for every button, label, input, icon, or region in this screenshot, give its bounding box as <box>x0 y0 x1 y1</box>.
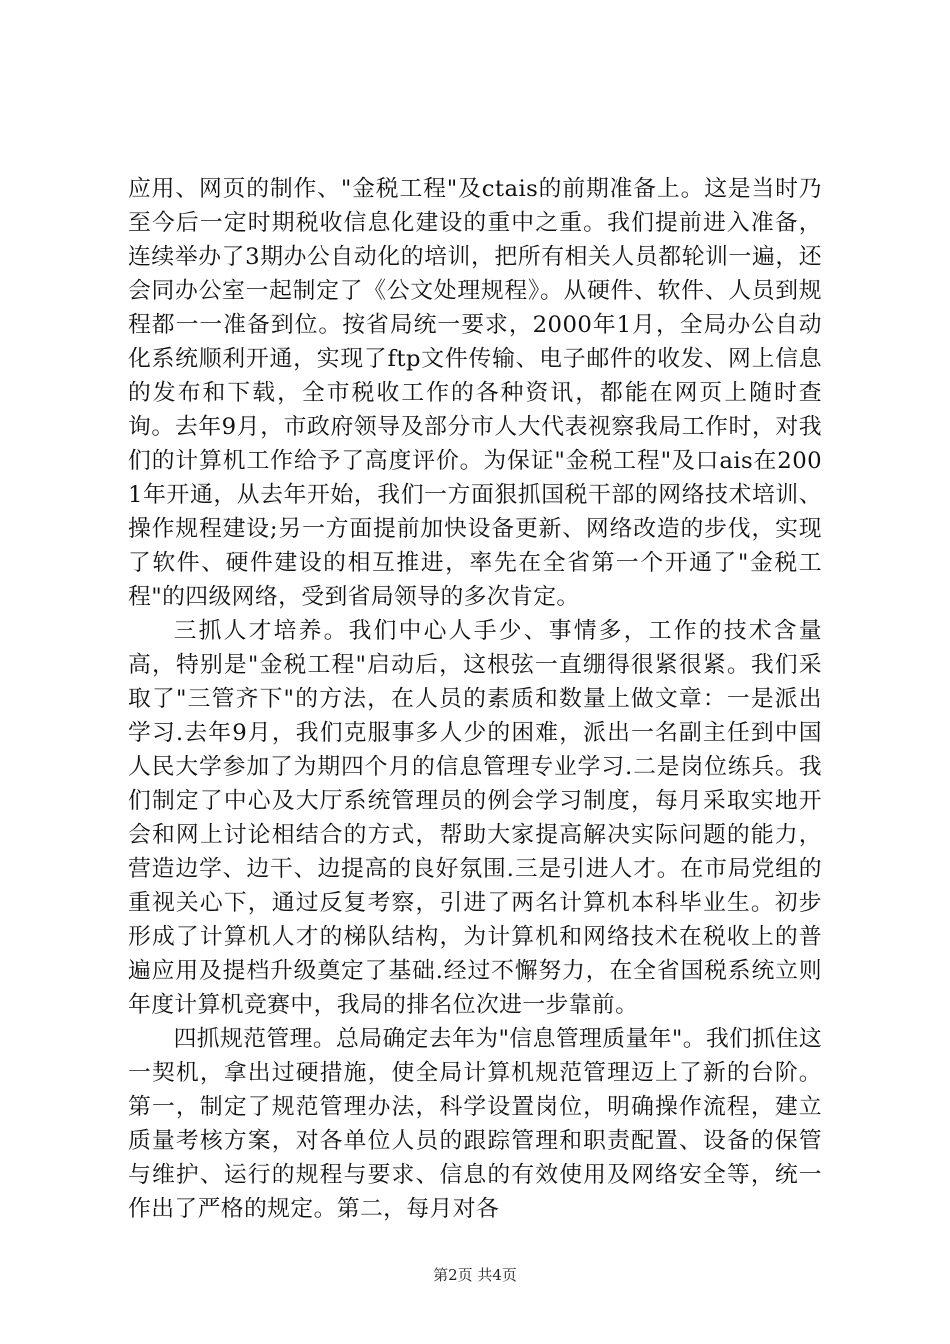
paragraph-talent-training: 三抓人才培养。我们中心人手少、事情多，工作的技术含量高，特别是"金税工程"启动后，这根弦一直绷得很紧很紧。我们采取了"三管齐下"的方法，在人员的素质和数量上做文章：一是派出学习.去年9月，我们克服事多人少的困难，派出一名副主任到中国人民大学参加了为期四个月的信息管理专业学习.二是岗位练兵。我们制定了中心及大厅系统管理员的例会学习制度，每月采取实地开会和网上讨论相结合的方式，帮助大家提高解决实际问题的能力，营造边学、边干、边提高的良好氛围.三是引进人才。在市局党组的重视关心下，通过反复考察，引进了两名计算机本科毕业生。初步形成了计算机人才的梯队结构，为计算机和网络技术在税收上的普遍应用及提档升级奠定了基础.经过不懈努力，在全省国税系统立则年度计算机竞赛中，我局的排名位次进一步靠前。 <box>128 618 822 1018</box>
page-number-footer: 第2页 共4页 <box>433 1266 517 1284</box>
paragraph-standard-management: 四抓规范管理。总局确定去年为"信息管理质量年"。我们抓住这一契机，拿出过硬措施，使全局计算机规范管理迈上了新的台阶。第一，制定了规范管理办法，科学设置岗位，明确操作流程，建立质量考核方案，对各单位人员的跟踪管理和职责配置、设备的保管与维护、运行的规程与要求、信息的有效使用及网络安全等，统一作出了严格的规定。第二，每月对各 <box>128 1026 822 1222</box>
document-body <box>128 172 822 1226</box>
paragraph-continued: 应用、网页的制作、"金税工程"及ctais的前期准备上。这是当时乃至今后一定时期税收信息化建设的重中之重。我们提前进入准备，连续举办了3期办公自动化的培训，把所有相关人员都轮训一遍，还会同办公室一起制定了《公文处理规程》。从硬件、软件、人员到规程都一一准备到位。按省局统一要求，2000年1月，全局办公自动化系统顺利开通，实现了ftp文件传输、电子邮件的收发、网上信息的发布和下载，全市税收工作的各种资讯，都能在网页上随时查询。去年9月，市政府领导及部分市人大代表视察我局工作时，对我们的计算机工作给予了高度评价。为保证"金税工程"及口ais在2001年开通，从去年开始，我们一方面狠抓国税干部的网络技术培训、操作规程建设;另一方面提前加快设备更新、网络改造的步伐，实现了软件、硬件建设的相互推进，率先在全省第一个开通了"金税工程"的四级网络，受到省局领导的多次肯定。 <box>128 176 822 610</box>
